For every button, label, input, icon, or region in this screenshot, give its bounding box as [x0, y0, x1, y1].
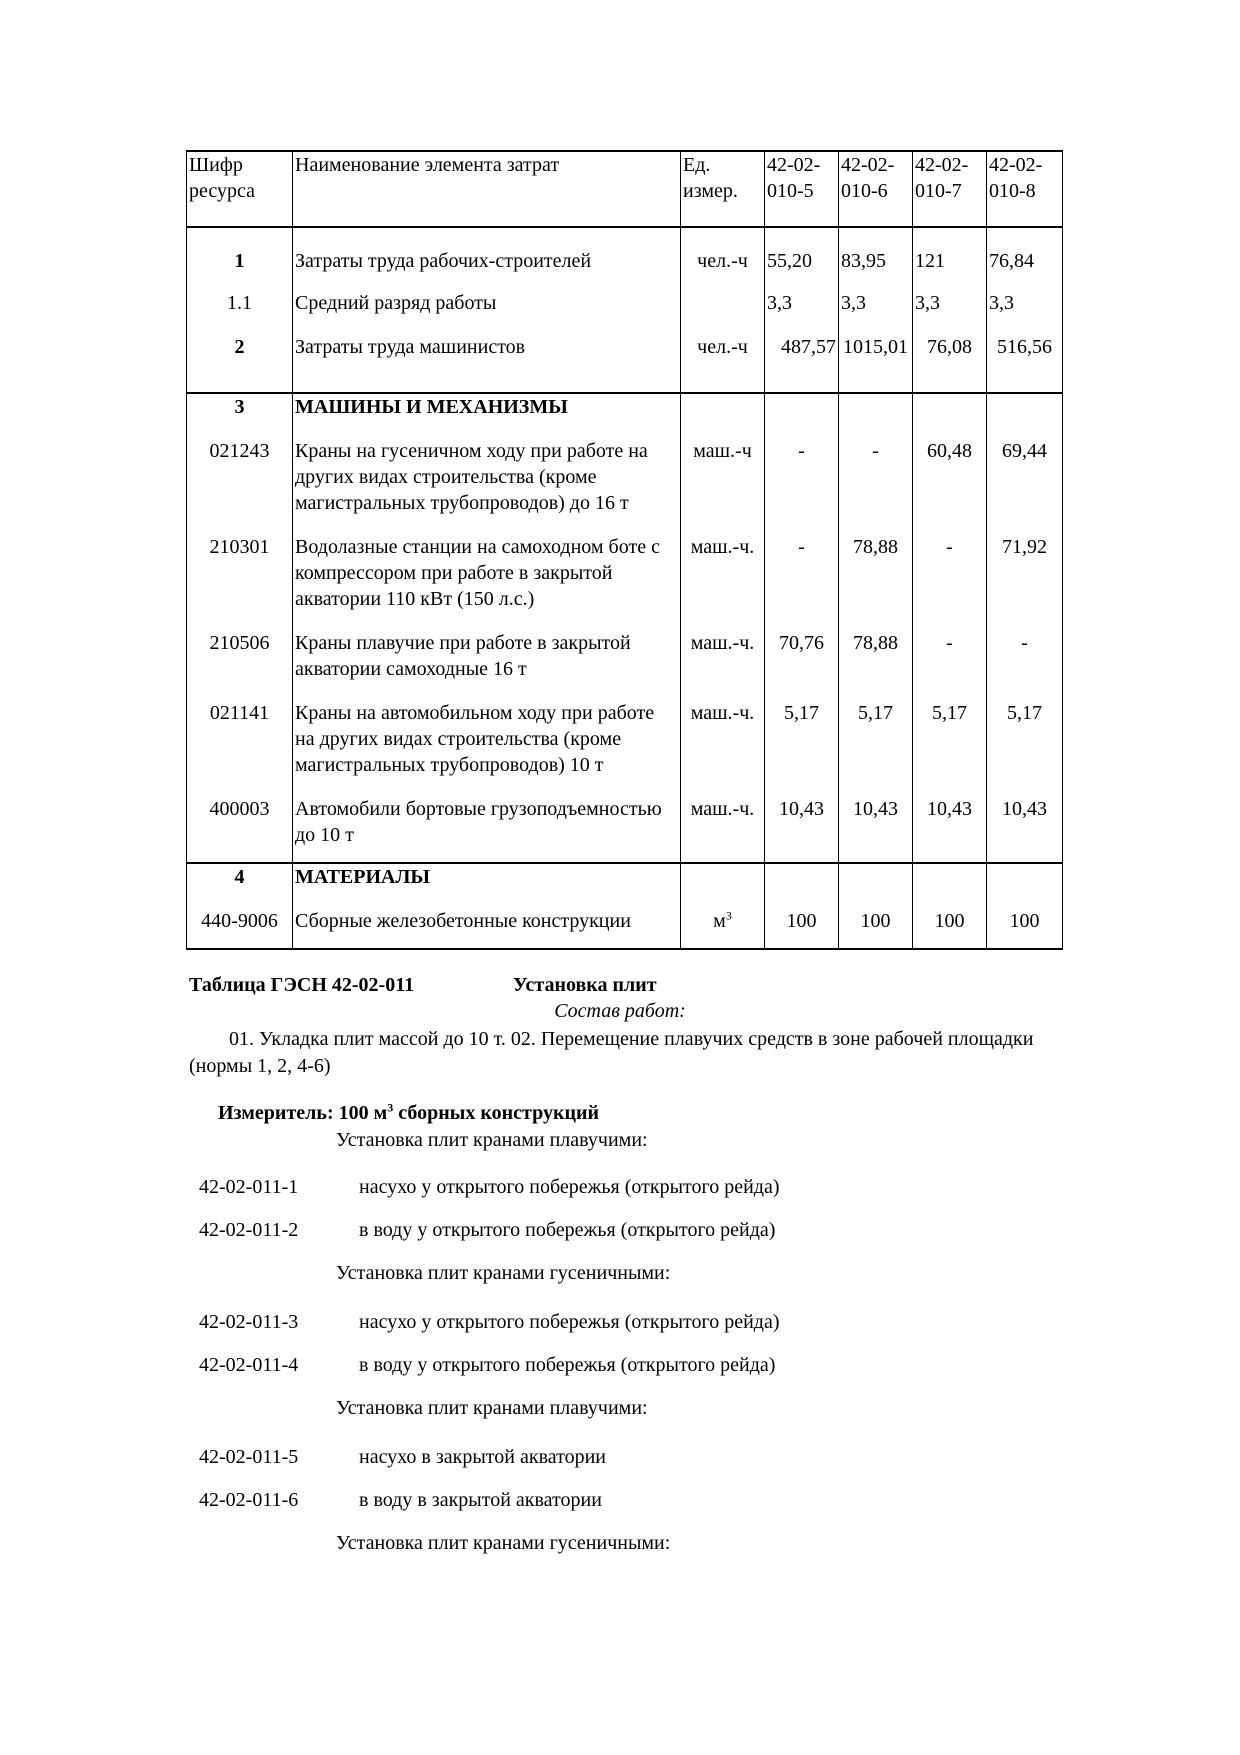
value-cell: 78,88 — [839, 612, 913, 682]
norm-description: в воду у открытого побережья (открытого рейда) — [359, 1219, 776, 1241]
resource-code: 021243 — [187, 420, 293, 516]
table-header-row — [187, 151, 1063, 227]
resource-name: Автомобили бортовые грузоподъемностью до 10 т — [293, 778, 681, 863]
resource-name: Краны на гусеничном ходу при работе на других видах строительства (кроме магистральных трубопроводов) до 16 т — [293, 420, 681, 516]
value-cell: - — [765, 516, 839, 612]
value-cell: 78,88 — [839, 516, 913, 612]
value-cell — [913, 393, 987, 420]
resource-code: 4 — [187, 863, 293, 890]
unit-cell — [681, 890, 765, 949]
table-row — [187, 316, 1063, 393]
value-cell: - — [913, 612, 987, 682]
norm-description: насухо у открытого побережья (открытого рейда) — [359, 1176, 780, 1198]
value-cell: 3,3 — [987, 274, 1063, 316]
value-cell — [987, 393, 1063, 420]
resource-code: 3 — [187, 393, 293, 420]
unit-cell: маш.-ч. — [681, 516, 765, 612]
meter-suffix: сборных конструкций — [393, 1102, 600, 1124]
resource-code: 021141 — [187, 682, 293, 778]
value-cell: 83,95 — [839, 227, 913, 274]
norm-description: насухо у открытого побережья (открытого рейда) — [359, 1311, 780, 1333]
value-cell: 76,84 — [987, 227, 1063, 274]
value-cell: 5,17 — [765, 682, 839, 778]
value-cell: 121 — [913, 227, 987, 274]
resource-code: 210301 — [187, 516, 293, 612]
resource-code: 210506 — [187, 612, 293, 682]
value-cell: 76,08 — [913, 316, 987, 393]
value-cell — [765, 863, 839, 890]
value-cell: 100 — [839, 890, 913, 949]
value-cell: 3,3 — [765, 274, 839, 316]
value-cell: 5,17 — [987, 682, 1063, 778]
meter-prefix: Измеритель: 100 м — [218, 1102, 388, 1124]
table-row — [187, 778, 1063, 863]
section-heading: МАШИНЫ И МЕХАНИЗМЫ — [293, 393, 681, 420]
norm-code: 42-02-011-4 — [199, 1354, 299, 1376]
value-cell: - — [987, 612, 1063, 682]
norm-description: насухо в закрытой акватории — [359, 1446, 607, 1468]
composition-text: 01. Укладка плит массой до 10 т. 02. Перемещение плавучих средств в зоне рабочей площадки (нормы 1, 2, 4-6) — [189, 1028, 1034, 1077]
value-cell: 55,20 — [765, 227, 839, 274]
resource-table — [186, 150, 1063, 950]
resource-code: 440-9006 — [187, 890, 293, 949]
value-cell: 3,3 — [913, 274, 987, 316]
value-cell — [839, 863, 913, 890]
unit-cell — [681, 393, 765, 420]
value-cell: 69,44 — [987, 420, 1063, 516]
value-cell: - — [839, 420, 913, 516]
header-cell: Шифр ресурса — [187, 151, 293, 227]
header-cell: 42-02-010-8 — [987, 151, 1063, 227]
group-heading: Установка плит кранами гусеничными: — [336, 1262, 671, 1284]
resource-name: Средний разряд работы — [293, 274, 681, 316]
value-cell: 71,92 — [987, 516, 1063, 612]
table-label: Таблица ГЭСН 42-02-011 — [189, 974, 415, 996]
norm-code: 42-02-011-2 — [199, 1219, 299, 1241]
table-row — [187, 393, 1063, 420]
value-cell: - — [765, 420, 839, 516]
unit-cell — [681, 274, 765, 316]
value-cell: 1015,01 — [839, 316, 913, 393]
unit-cell: маш.-ч. — [681, 682, 765, 778]
table-row — [187, 227, 1063, 274]
group-heading: Установка плит кранами плавучими: — [336, 1397, 648, 1419]
header-cell: 42-02-010-7 — [913, 151, 987, 227]
section-heading: МАТЕРИАЛЫ — [293, 863, 681, 890]
meter-line — [218, 1102, 599, 1125]
value-cell — [987, 863, 1063, 890]
value-cell: 100 — [913, 890, 987, 949]
resource-code: 1.1 — [187, 274, 293, 316]
resource-name: Сборные железобетонные конструкции — [293, 890, 681, 949]
value-cell: 10,43 — [765, 778, 839, 863]
value-cell: - — [913, 516, 987, 612]
value-cell: 10,43 — [839, 778, 913, 863]
value-cell: 60,48 — [913, 420, 987, 516]
table-name: Установка плит — [513, 974, 657, 996]
value-cell: 10,43 — [987, 778, 1063, 863]
unit-cell: чел.-ч — [681, 316, 765, 393]
table-row — [187, 682, 1063, 778]
value-cell: 3,3 — [839, 274, 913, 316]
group-heading: Установка плит кранами плавучими: — [336, 1129, 648, 1151]
meter-superscript: 3 — [387, 1100, 394, 1115]
value-cell — [913, 863, 987, 890]
unit-cell — [681, 863, 765, 890]
norm-description: в воду у открытого побережья (открытого рейда) — [359, 1354, 776, 1376]
value-cell — [839, 393, 913, 420]
composition-title: Состав работ: — [554, 1000, 686, 1022]
value-cell: 5,17 — [913, 682, 987, 778]
group-heading: Установка плит кранами гусеничными: — [336, 1532, 671, 1554]
value-cell: 100 — [987, 890, 1063, 949]
table-row — [187, 516, 1063, 612]
unit-cell: маш.-ч. — [681, 612, 765, 682]
header-cell: 42-02-010-5 — [765, 151, 839, 227]
table-row — [187, 863, 1063, 890]
table-row — [187, 420, 1063, 516]
value-cell: 487,57 — [765, 316, 839, 393]
resource-name: Затраты труда машинистов — [293, 316, 681, 393]
value-cell — [765, 393, 839, 420]
header-cell: Ед. измер. — [681, 151, 765, 227]
resource-code: 1 — [187, 227, 293, 274]
table-row — [187, 890, 1063, 949]
norm-code: 42-02-011-3 — [199, 1311, 299, 1333]
unit-text: м — [713, 910, 726, 932]
header-cell: 42-02-010-6 — [839, 151, 913, 227]
unit-cell: чел.-ч — [681, 227, 765, 274]
header-cell: Наименование элемента затрат — [293, 151, 681, 227]
norm-description: в воду в закрытой акватории — [359, 1489, 602, 1511]
unit-superscript: 3 — [725, 908, 732, 923]
value-cell: 100 — [765, 890, 839, 949]
resource-name: Краны на автомобильном ходу при работе на других видах строительства (кроме магистральных трубопроводов) 10 т — [293, 682, 681, 778]
value-cell: 516,56 — [987, 316, 1063, 393]
value-cell: 70,76 — [765, 612, 839, 682]
value-cell: 10,43 — [913, 778, 987, 863]
resource-code: 2 — [187, 316, 293, 393]
resource-code: 400003 — [187, 778, 293, 863]
resource-name: Затраты труда рабочих-строителей — [293, 227, 681, 274]
unit-cell: маш.-ч — [681, 420, 765, 516]
norm-code: 42-02-011-6 — [199, 1489, 299, 1511]
resource-name: Водолазные станции на самоходном боте с компрессором при работе в закрытой акватории 110 кВт (150 л.с.) — [293, 516, 681, 612]
value-cell: 5,17 — [839, 682, 913, 778]
table-row — [187, 612, 1063, 682]
unit-cell: маш.-ч. — [681, 778, 765, 863]
table-row — [187, 274, 1063, 316]
norm-code: 42-02-011-5 — [199, 1446, 299, 1468]
norm-code: 42-02-011-1 — [199, 1176, 299, 1198]
resource-name: Краны плавучие при работе в закрытой акватории самоходные 16 т — [293, 612, 681, 682]
